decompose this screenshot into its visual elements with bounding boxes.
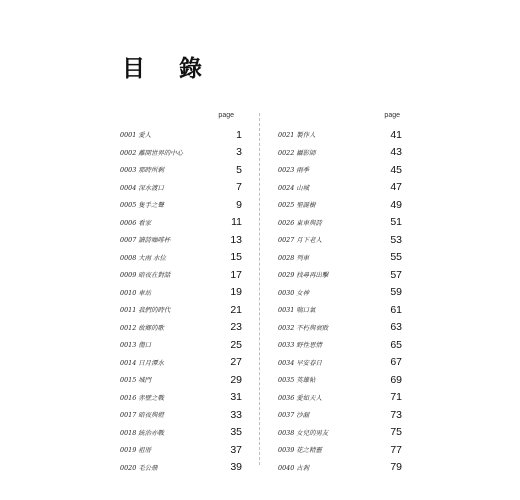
toc-row[interactable] [120,406,242,424]
toc-entry-title: 0017 暗夜與燈 [120,411,164,420]
toc-entry-title: 0005 隻手之聲 [120,201,164,210]
toc-entry-title: 0038 女兒的男友 [278,428,329,437]
toc-row[interactable] [278,459,402,477]
page-title: 目 錄 [122,55,216,82]
toc-row[interactable] [278,144,402,162]
toc-entry-title: 0027 月下老人 [278,236,322,245]
toc-page-number: 63 [390,321,402,334]
toc-page-number: 23 [230,321,242,334]
toc-page-number: 19 [230,286,242,299]
toc-row[interactable] [120,371,242,389]
toc-row[interactable] [120,301,242,319]
toc-page-number: 51 [390,216,402,229]
toc-page-number: 31 [230,391,242,404]
toc-entry-title: 0009 暗夜在對話 [120,271,171,280]
toc-entry-title: 0028 列車 [278,253,310,262]
toc-page-number: 73 [390,408,402,421]
toc-entry-title: 0035 英雄帖 [278,376,316,385]
toc-page-number: 17 [230,268,242,281]
toc-entry-title: 0011 我們的時代 [120,306,171,315]
toc-page-number: 41 [390,128,402,141]
toc-page-number: 55 [390,251,402,264]
toc-row[interactable] [278,354,402,372]
toc-page-number: 49 [390,198,402,211]
toc-row[interactable] [278,161,402,179]
toc-row[interactable] [278,441,402,459]
toc-page-number: 3 [236,146,242,159]
toc-entry-title: 0030 女神 [278,288,310,297]
toc-entry-title: 0026 東車與詩 [278,218,322,227]
page-column-header: page [218,112,234,119]
toc-page-number: 69 [390,373,402,386]
toc-row[interactable] [120,144,242,162]
toc-row[interactable] [120,249,242,267]
toc-page-number: 75 [390,426,402,439]
toc-row[interactable] [278,319,402,337]
toc-entry-title: 0001 愛人 [120,131,152,140]
toc-page-number: 13 [230,233,242,246]
toc-page-number: 43 [390,146,402,159]
toc-entry-title: 0015 城門 [120,376,152,385]
toc-entry-title: 0014 日月潭水 [120,358,164,367]
toc-page-number: 61 [390,303,402,316]
toc-row[interactable] [278,406,402,424]
toc-entry-title: 0019 祖厝 [120,446,152,455]
toc-page-number: 67 [390,356,402,369]
toc-row[interactable] [278,336,402,354]
toc-entry-title: 0036 愛如天人 [278,393,322,402]
toc-row[interactable] [120,179,242,197]
toc-row[interactable] [120,441,242,459]
toc-row[interactable] [120,196,242,214]
toc-page-number: 39 [230,461,242,474]
toc-page-number: 27 [230,356,242,369]
toc-row[interactable] [278,179,402,197]
toc-entry-title: 0012 故鄉的歌 [120,323,164,332]
toc-page-number: 47 [390,181,402,194]
toc-entry-title: 0037 沙漏 [278,411,310,420]
toc-left-column [120,110,242,476]
toc-row[interactable] [278,196,402,214]
toc-page-number: 57 [390,268,402,281]
toc-page-number: 11 [231,216,242,229]
toc-page-number: 5 [236,163,242,176]
toc-page-number: 15 [230,251,242,264]
toc-row[interactable] [278,284,402,302]
toc-entry-title: 0039 花之精靈 [278,446,322,455]
toc-row[interactable] [120,336,242,354]
toc-entry-title: 0010 車站 [120,288,152,297]
toc-entry-title: 0023 兩季 [278,166,310,175]
toc-row[interactable] [120,126,242,144]
toc-entry-title: 0029 找尋再出擊 [278,271,329,280]
toc-page-number: 1 [236,128,242,141]
toc-row[interactable] [278,266,402,284]
toc-entry-title: 0006 看家 [120,218,152,227]
toc-row[interactable] [278,231,402,249]
toc-entry-title: 0033 野性思情 [278,341,322,350]
toc-entry-title: 0031 喘口氣 [278,306,316,315]
toc-entry-title: 0020 毛公鼎 [120,463,158,472]
toc-row[interactable] [120,424,242,442]
toc-row[interactable] [278,424,402,442]
toc-entry-title: 0007 讀詩咖啡杯 [120,236,171,245]
toc-entry-title: 0018 統治亦戰 [120,428,164,437]
toc-entry-title: 0004 深水渡口 [120,183,164,192]
toc-page-number: 45 [390,163,402,176]
toc-row[interactable] [278,301,402,319]
toc-entry-title: 0003 那時所剩 [120,166,164,175]
toc-row[interactable] [120,354,242,372]
toc-right-column [278,110,402,476]
toc-entry-title: 0016 赤壁之戰 [120,393,164,402]
toc-entry-title: 0024 山城 [278,183,310,192]
toc-row[interactable] [278,389,402,407]
toc-entry-title: 0032 不朽與衰敗 [278,323,329,332]
toc-entry-title: 0021 製作人 [278,131,316,140]
toc-row[interactable] [278,249,402,267]
toc-entry-title: 0002 離開世界的中心 [120,148,184,157]
toc-page-number: 77 [390,443,402,456]
toc-page-number: 65 [390,338,402,351]
column-divider [259,113,260,465]
toc-row[interactable] [120,389,242,407]
toc-row[interactable] [278,371,402,389]
toc-page-number: 53 [390,233,402,246]
toc-page-number: 21 [230,303,242,316]
toc-entry-title: 0025 聖誕樹 [278,201,316,210]
toc-page-number: 29 [230,373,242,386]
page-column-header: page [384,112,400,119]
toc-page-number: 79 [390,461,402,474]
toc-entry-title: 0008 大雨 水位 [120,253,166,262]
toc-row[interactable] [278,126,402,144]
toc-page-number: 33 [230,408,242,421]
toc-row[interactable] [120,161,242,179]
toc-page-number: 35 [230,426,242,439]
toc-row[interactable] [120,231,242,249]
toc-page-number: 7 [236,181,242,194]
toc-row[interactable] [120,266,242,284]
toc-page-number: 9 [236,198,242,211]
toc-row[interactable] [278,214,402,232]
toc-page-number: 59 [390,286,402,299]
toc-page-number: 71 [390,391,402,404]
toc-entry-title: 0013 傷口 [120,341,152,350]
toc-entry-title: 0034 早安春日 [278,358,322,367]
toc-row[interactable] [120,319,242,337]
toc-page-number: 25 [230,338,242,351]
toc-row[interactable] [120,284,242,302]
toc-entry-title: 0022 攝影師 [278,148,316,157]
toc-page-number: 37 [230,443,242,456]
toc-entry-title: 0040 古剎 [278,463,310,472]
toc-row[interactable] [120,459,242,477]
toc-row[interactable] [120,214,242,232]
